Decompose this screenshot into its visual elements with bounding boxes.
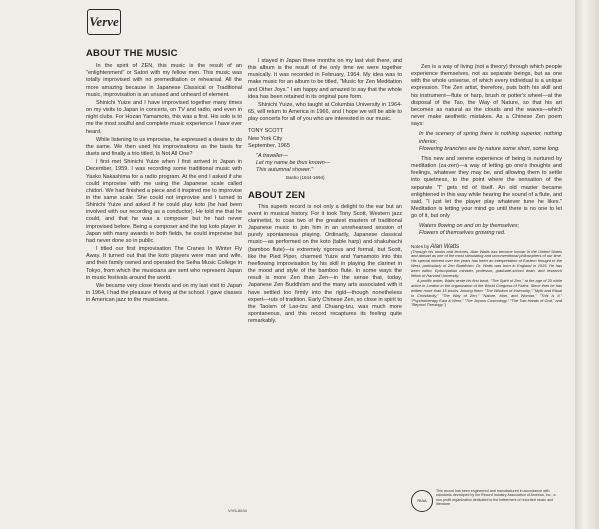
column-about-music-1 [86, 50, 242, 305]
poem-line: "A traveller— [256, 152, 289, 159]
sleeve-edge [575, 0, 599, 529]
signature-date: September, 1965 [248, 142, 290, 149]
music-paragraph-7: I stayed in Japan three months on my last visit there, and this album is the result of the only time we were together musically. It was recorded in February, 1964. My idea was to make music for an album to be titled, "Music for Zen Meditation and Other Joys." I am happy and amazed to say that the whole idea has been retained in its original pure form. [248, 58, 402, 100]
zen-paragraph-2: Zen is a way of living (not a theory) through which people experience themselves, not as separate beings, but as one with the whole universe, of which every individual is a unique expression. The Zen artist, therefore, puts both his skill and his instrument—flute or harp, brush or potter's wheel—at the disposal of the Tao, the Way of Nature, so that his art becomes as natural as the clouds and the waves—which never make aesthetic mistakes. As a Chinese Zen poem says: [411, 64, 562, 128]
about-music-heading: ABOUT THE MUSIC [86, 48, 178, 59]
column-middle [248, 58, 402, 326]
music-paragraph-1: In the spirit of ZEN, this music is the result of an "enlightenment" or Satori with my fellow men. This music was totally improvised with no premeditation or rehearsal. All the more amazing because in Japanese Classical or Traditional music, improvisation is an unused and unheard of element. [86, 63, 242, 98]
notes-block [411, 245, 562, 309]
notes-bio: (Through his books and lectures, Alan Watts has become known in the United States and abroad as one of the most stimulating and unconventional philosophers of our time. His special interest over the years has been an interpretation of Eastern thought to the West, particularly of Zen Buddhism. Dr. Watts was born in England in 1915. He has been editor, Episcopalian minister, professor, graduate-school dean, and research fellow of Harvard University. [411, 248, 562, 279]
verse-line: In the scenery of spring there is nothing superior, nothing inferior; [419, 131, 562, 145]
music-paragraph-6: We became very close friends and on my last visit to Japan in 1964, I had the pleasure of living at the school. I gave classes in American jazz to the musicians. [86, 282, 242, 304]
music-paragraph-5: I titled our first improvisation The Cranes In Winter Fly Away. It turned out that the koto players were man and wife, and their family owned and operated the Seiha Music College in Tokyo, from which the musicians are sent who represent Japan in music festivals around the world. [86, 246, 242, 281]
signature-place: New York City [248, 135, 283, 142]
music-paragraph-2: Shinichi Yuize and I have improvised together many times on my visits to Japan in concerts, on TV and radio, and even in night clubs. For Hozan Yamamoto, this was a first. His solo is to me the most soulful and complete music experience I have ever heard. [86, 99, 242, 135]
verse-line: Flowers of themselves growing red. [419, 230, 506, 237]
poem-line: This autumnal shower." [256, 167, 314, 174]
column-about-zen-2 [411, 64, 562, 308]
music-paragraph-8: Shinichi Yuize, who taught at Columbia University in 1964-65, will return to America in 1966, and I hope we will be able to play concerts for all of you who are interested in our music. [248, 101, 402, 123]
catalog-number: V/V6-8634 [228, 508, 247, 513]
basho-poem [256, 153, 402, 182]
notes-label: Notes by [411, 243, 430, 249]
signature-block [248, 128, 402, 149]
music-paragraph-3: While listening to us improvise, he expressed a desire to do the same. We then used his improvisations as the basis for duets and finally a trio titled, Is Not All One? [86, 136, 242, 158]
zen-verse-2 [419, 223, 562, 237]
poem-attribution: Basho (1644-1694) [286, 175, 325, 181]
notes-books: A prolific writer, Watts wrote his first book, "The Spirit of Zen," at the age of 20 while active in London in the organization of the World Congress of Faiths. Since then he has written more than 15 books. Among them: "The Wisdom of Insecurity," "Myth and Ritual in Christianity," "The Way of Zen," "Nature, Man, and Woman," "This is It," "Psychotherapy East & West," "The Joyous Cosmology," "The Two Hands of God," and "Beyond Theology.") [411, 277, 562, 308]
poem-line: Let my name be thus known— [256, 160, 331, 167]
zen-paragraph-1: This superb record is not only a delight to the ear but an event in musical history. For it took Tony Scott, Western jazz clarinetist, to coax two of the greatest masters of traditional Japanese music to join him in an unrehearsed session of purely spontaneous playing. Ordinarily, Japanese classical music—as performed on the koto (table harp) and shakuhachi (bamboo flute)—is extremely rigorous and formal, but Scott, like the Pied Piper, charmed Yuize and Yamamoto into this freeflowing improvisation by his skill in playing the clarinet in the mood and style of the bamboo flute. In some ways the result is more Zen than Zen—in the sense that, today, Japanese Zen Buddhism and the many arts associated with it have settled too firmly into the rigid—though nonetheless expert—ruts of tradition. Early Chinese Zen, so close in spirit to the Taoism of Lao-tzu and Chuang-tzu, was much more spontaneous, and this record recaptures its feeling quite remarkably. [248, 203, 402, 325]
verve-logo: Verve [87, 9, 121, 35]
signature-name: TONY SCOTT [248, 128, 284, 135]
zen-paragraph-3: This new and serene experience of being is nurtured by meditation (za-zen)—a way of letting go one's thoughts and feelings, whatever they may be, and allowing them to settle into quietness, to the point where the sensation of the separate "I" gets rid of itself. An old master became enlightened in this way while hearing the sound of a flute, and said, "I just let the player play whatever tune he likes." Meditation is letting your mind go until there is no one to let go of it, but only [411, 155, 562, 220]
verse-line: Flowering branches are by nature some short, some long. [419, 145, 560, 152]
about-zen-heading: ABOUT ZEN [248, 189, 306, 201]
music-paragraph-4: I first met Shinichi Yuize when I first arrived in Japan in December, 1959. I was recording some traditional music with Yasko Nakashima for a radio program. At the end I asked if she could improvise with me using the Japanese scale called chidori. We had finished a piece and it inspired me to improvise in the same scale. She could not improvise and I turned to Shinichi Yuize and asked if he could play koto (he had been involved with our recording as a conductor). He told me that he could, and that he was a composer but he had never improvised before. Being a composer and the top koto player in Japan with many awards in both fields, he could improvise but had never done so in public. [86, 159, 242, 244]
verse-line: Waters flowing on and on by themselves; [419, 223, 520, 230]
riaa-badge-icon: RIAA [411, 490, 433, 512]
notes-author: Alan Watts [430, 243, 460, 250]
riaa-statement: This record has been engineered and manufactured in accordance with standards developed by the Record Industry Association of America, Inc., a non-profit organization dedicated to the betterment of recorded music and literature. [436, 489, 556, 506]
zen-verse-1 [419, 131, 562, 152]
